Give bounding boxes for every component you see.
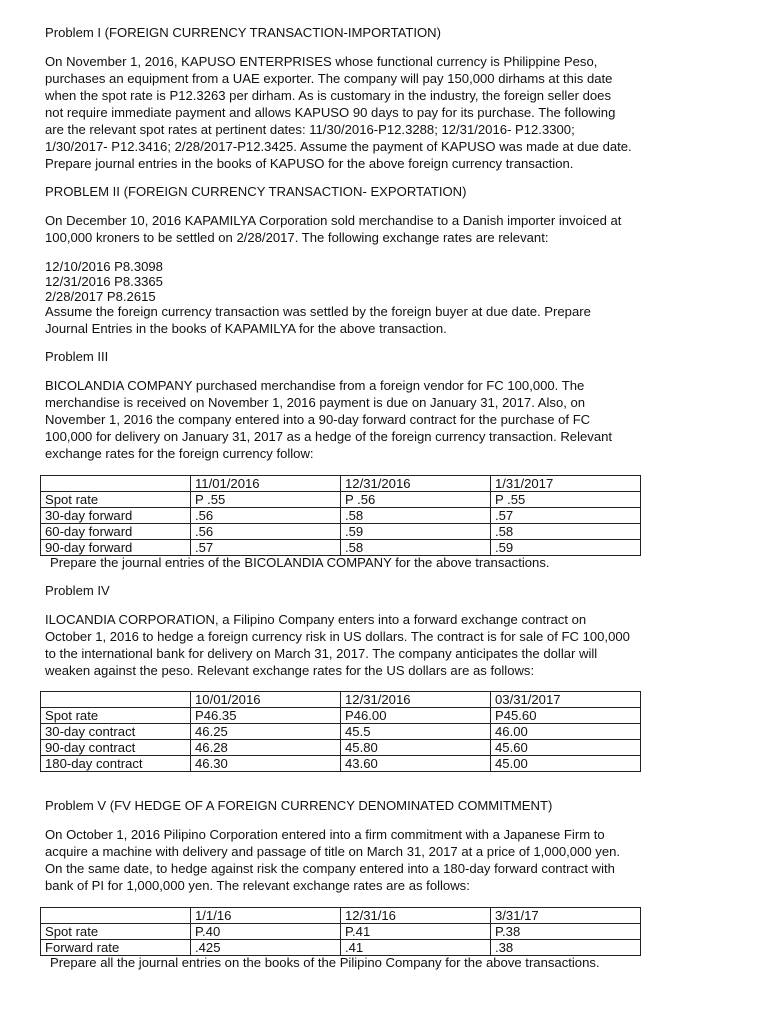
problem-1-line: Prepare journal entries in the books of KAPUSO for the above foreign currency transaction. [45, 156, 574, 171]
table-cell: .59 [491, 540, 641, 556]
problem-2-rate: 2/28/2017 P8.2615 [45, 289, 156, 304]
table-cell: .57 [491, 508, 641, 524]
problem-3-line: November 1, 2016 the company entered into a 90-day forward contract for the purchase of FC [45, 412, 591, 427]
problem-5-instruction: Prepare all the journal entries on the books of the Pilipino Company for the above transactions. [50, 955, 600, 970]
problem-1-line: On November 1, 2016, KAPUSO ENTERPRISES whose functional currency is Philippine Peso, [45, 54, 598, 69]
problem-3-line: exchange rates for the foreign currency follow: [45, 446, 314, 461]
table-cell: P .56 [341, 492, 491, 508]
table-cell: .38 [491, 940, 641, 956]
table-cell: P .55 [491, 492, 641, 508]
table-cell: P45.60 [491, 708, 641, 724]
table-cell: P46.35 [191, 708, 341, 724]
table-row [41, 756, 641, 772]
table-cell: 180-day contract [41, 756, 191, 772]
table-cell: .425 [191, 940, 341, 956]
table-cell: Spot rate [41, 492, 191, 508]
table-cell: .59 [341, 524, 491, 540]
problem-4-line: October 1, 2016 to hedge a foreign currency risk in US dollars. The contract is for sale of FC 100,000 [45, 629, 630, 644]
problem-5-heading: Problem V (FV HEDGE OF A FOREIGN CURRENCY DENOMINATED COMMITMENT) [45, 798, 553, 813]
table-cell: .56 [191, 508, 341, 524]
table-header-cell: 12/31/2016 [341, 692, 491, 708]
table-header-row [41, 692, 641, 708]
problem-2-rate: 12/31/2016 P8.3365 [45, 274, 163, 289]
table-cell: .58 [341, 508, 491, 524]
problem-2-closing: Journal Entries in the books of KAPAMILYA for the above transaction. [45, 321, 447, 336]
problem-5-rates-table [40, 907, 641, 956]
table-header-cell: 10/01/2016 [191, 692, 341, 708]
table-cell: P46.00 [341, 708, 491, 724]
table-cell: 90-day contract [41, 740, 191, 756]
table-cell: 46.30 [191, 756, 341, 772]
problem-2-line: 100,000 kroners to be settled on 2/28/2017. The following exchange rates are relevant: [45, 230, 549, 245]
table-row [41, 708, 641, 724]
table-header-cell: 1/31/2017 [491, 476, 641, 492]
table-header-cell: 03/31/2017 [491, 692, 641, 708]
problem-5-line: bank of PI for 1,000,000 yen. The relevant exchange rates are as follows: [45, 878, 470, 893]
table-cell: Spot rate [41, 708, 191, 724]
table-cell: P.40 [191, 924, 341, 940]
problem-3-heading: Problem III [45, 349, 109, 364]
table-cell: P.38 [491, 924, 641, 940]
problem-4-line: weaken against the peso. Relevant exchange rates for the US dollars are as follows: [45, 663, 535, 678]
table-header-row [41, 908, 641, 924]
table-cell: Forward rate [41, 940, 191, 956]
problem-1-line: 1/30/2017- P12.3416; 2/28/2017-P12.3425. Assume the payment of KAPUSO was made at due date. [45, 139, 632, 154]
problem-3-line: 100,000 for delivery on January 31, 2017 as a hedge of the foreign currency transaction. Relevant [45, 429, 613, 444]
table-cell: 90-day forward [41, 540, 191, 556]
table-cell: 45.5 [341, 724, 491, 740]
table-header-cell [41, 908, 191, 924]
table-row [41, 924, 641, 940]
table-header-row [41, 476, 641, 492]
problem-1-line: purchases an equipment from a UAE exporter. The company will pay 150,000 dirhams at this date [45, 71, 613, 86]
table-cell: .56 [191, 524, 341, 540]
table-cell: 30-day forward [41, 508, 191, 524]
table-cell: 46.25 [191, 724, 341, 740]
problem-2-heading: PROBLEM II (FOREIGN CURRENCY TRANSACTION- EXPORTATION) [45, 184, 467, 199]
table-row [41, 740, 641, 756]
table-header-cell: 3/31/17 [491, 908, 641, 924]
table-cell: .41 [341, 940, 491, 956]
problem-3-rates-table [40, 475, 641, 556]
table-cell: 45.60 [491, 740, 641, 756]
problem-3-instruction: Prepare the journal entries of the BICOLANDIA COMPANY for the above transactions. [50, 555, 550, 570]
problem-5-line: On the same date, to hedge against risk the company entered into a 180-day forward contract with [45, 861, 615, 876]
problem-3-line: merchandise is received on November 1, 2016 payment is due on January 31, 2017. Also, on [45, 395, 586, 410]
table-header-cell [41, 692, 191, 708]
table-cell: 45.00 [491, 756, 641, 772]
table-cell: P.41 [341, 924, 491, 940]
table-header-cell: 1/1/16 [191, 908, 341, 924]
problem-4-line: to the international bank for delivery on March 31, 2017. The company anticipates the dollar will [45, 646, 598, 661]
problem-5-line: On October 1, 2016 Pilipino Corporation entered into a firm commitment with a Japanese Firm to [45, 827, 605, 842]
table-row [41, 508, 641, 524]
table-row [41, 492, 641, 508]
problem-2-rate: 12/10/2016 P8.3098 [45, 259, 163, 274]
table-header-cell: 12/31/16 [341, 908, 491, 924]
problem-5-line: acquire a machine with delivery and passage of title on March 31, 2017 at a price of 1,000,000 yen. [45, 844, 621, 859]
problem-4-heading: Problem IV [45, 583, 110, 598]
table-cell: 30-day contract [41, 724, 191, 740]
problem-1-line: not require immediate payment and allows KAPUSO 90 days to pay for its purchase. The following [45, 105, 616, 120]
problem-1-line: are the relevant spot rates at pertinent dates: 11/30/2016-P12.3288; 12/31/2016- P12.3300; [45, 122, 575, 137]
table-row [41, 524, 641, 540]
table-cell: Spot rate [41, 924, 191, 940]
problem-4-rates-table [40, 691, 641, 772]
table-cell: .57 [191, 540, 341, 556]
problem-1-line: when the spot rate is P12.3263 per dirham. As is customary in the industry, the foreign seller does [45, 88, 611, 103]
table-cell: .58 [491, 524, 641, 540]
table-row [41, 724, 641, 740]
table-cell: .58 [341, 540, 491, 556]
table-header-cell [41, 476, 191, 492]
problem-2-closing: Assume the foreign currency transaction was settled by the foreign buyer at due date. Prepare [45, 304, 591, 319]
table-cell: 46.00 [491, 724, 641, 740]
table-header-cell: 12/31/2016 [341, 476, 491, 492]
problem-1-heading: Problem I (FOREIGN CURRENCY TRANSACTION-IMPORTATION) [45, 25, 441, 40]
table-cell: 43.60 [341, 756, 491, 772]
table-cell: P .55 [191, 492, 341, 508]
problem-3-line: BICOLANDIA COMPANY purchased merchandise from a foreign vendor for FC 100,000. The [45, 378, 585, 393]
problem-2-line: On December 10, 2016 KAPAMILYA Corporation sold merchandise to a Danish importer invoiced at [45, 213, 622, 228]
table-cell: 45.80 [341, 740, 491, 756]
table-header-cell: 11/01/2016 [191, 476, 341, 492]
table-cell: 60-day forward [41, 524, 191, 540]
table-cell: 46.28 [191, 740, 341, 756]
problem-4-line: ILOCANDIA CORPORATION, a Filipino Company enters into a forward exchange contract on [45, 612, 587, 627]
